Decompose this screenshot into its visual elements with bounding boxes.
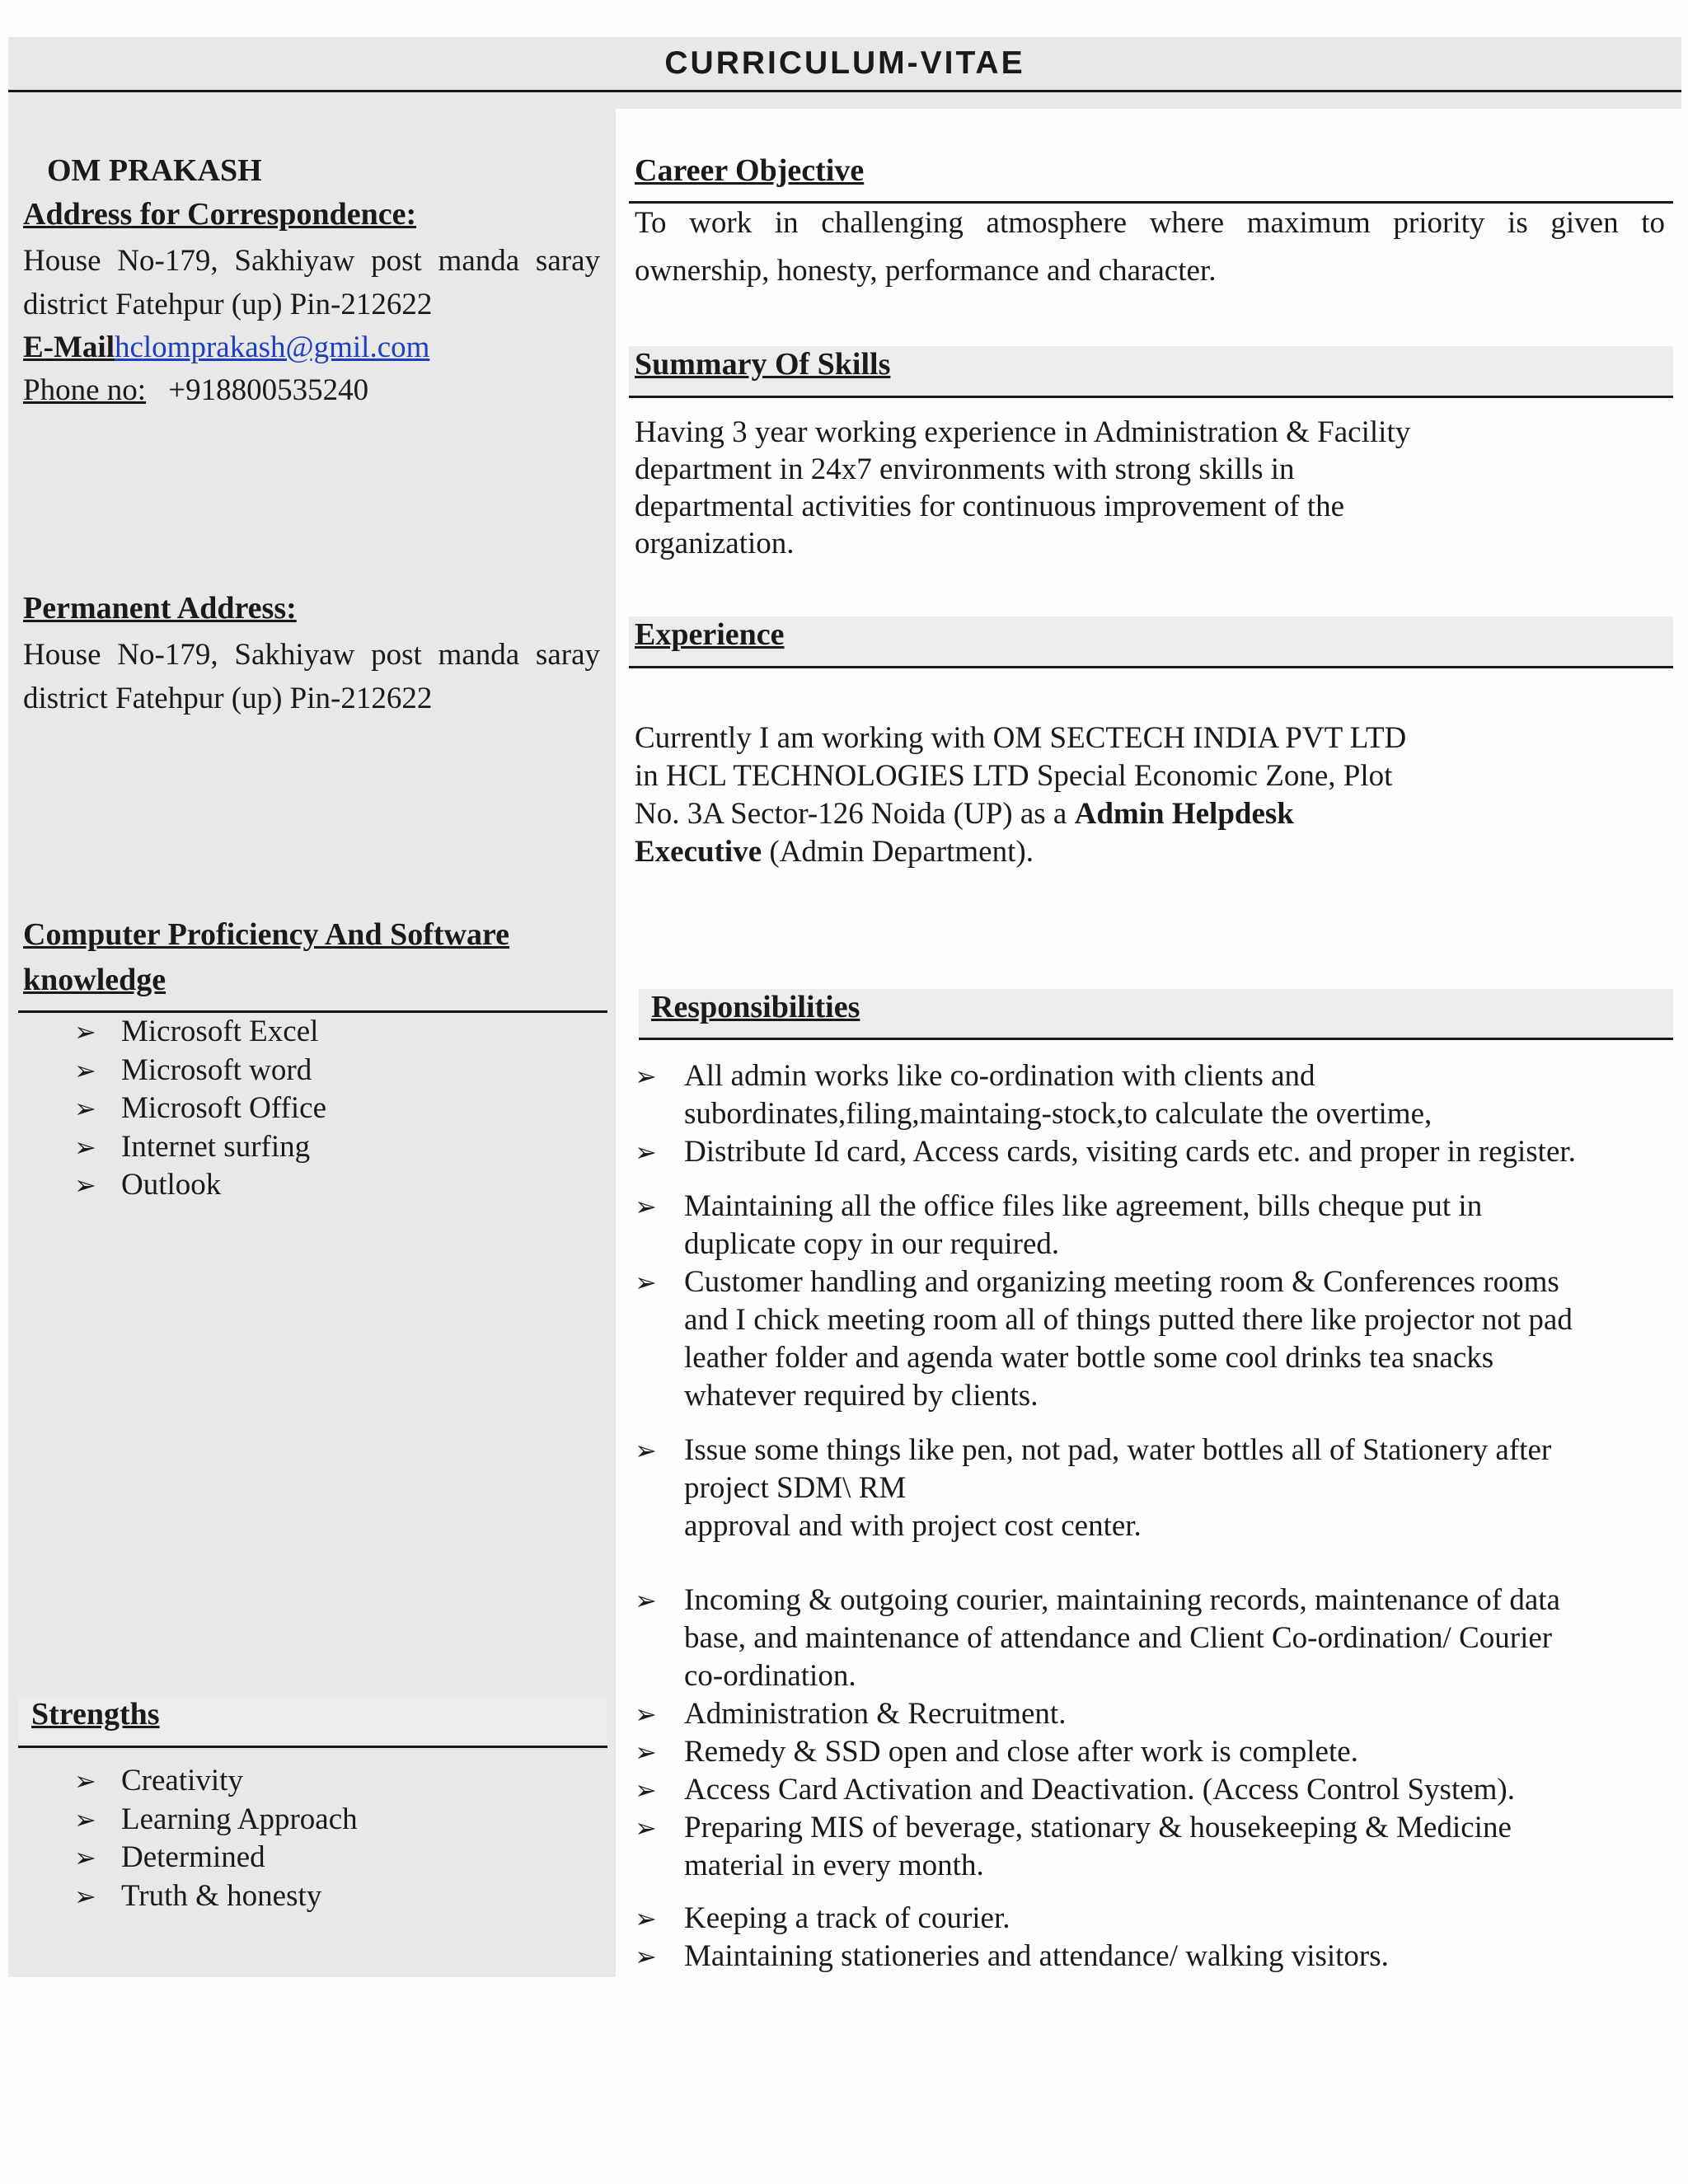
arrow-bullet-icon: ➢ [74, 1765, 96, 1797]
arrow-bullet-icon: ➢ [74, 1803, 96, 1835]
career-objective-text: To work in challenging atmosphere where maximum priority is given to ownership, honesty, performance and character. [635, 206, 1665, 288]
phone-number: +918800535240 [168, 373, 369, 407]
correspondence-heading: Address for Correspondence: [23, 197, 417, 232]
arrow-bullet-icon: ➢ [635, 1585, 657, 1616]
email-label: E-Mail [23, 330, 115, 364]
skills-summary: Having 3 year working experience in Administration & Facility department in 24x7 environments with strong skills in departmental activities for continuous improvement of the organization. [635, 415, 1411, 560]
permanent-line: district Fatehpur (up) Pin-212622 [23, 682, 433, 715]
arrow-bullet-icon: ➢ [635, 1941, 657, 1972]
list-item: ➢ Microsoft Office [74, 1090, 326, 1128]
arrow-bullet-icon: ➢ [635, 1812, 657, 1844]
job-title-cont: Executive [635, 835, 762, 869]
arrow-bullet-icon: ➢ [74, 1093, 96, 1124]
phone-row [23, 368, 368, 412]
correspondence-line: House No-179, Sakhiyaw post manda saray [23, 244, 600, 278]
arrow-bullet-icon: ➢ [635, 1736, 657, 1768]
responsibilities-rule [639, 1038, 1673, 1040]
document-title-bar [8, 37, 1681, 92]
permanent-address-heading: Permanent Address: [23, 591, 297, 626]
experience-band [629, 616, 1673, 666]
responsibilities-list [635, 1057, 1576, 1975]
arrow-bullet-icon: ➢ [74, 1169, 96, 1201]
experience-rule [629, 666, 1673, 668]
computer-proficiency-heading: Computer Proficiency And Software [23, 917, 510, 952]
title-gap [8, 92, 1681, 109]
strengths-rule [18, 1746, 607, 1748]
correspondence-address [23, 239, 600, 326]
list-item: ➢ Distribute Id card, Access cards, visiting cards etc. and proper in register. [635, 1133, 1576, 1171]
arrow-bullet-icon: ➢ [635, 1191, 657, 1222]
candidate-name: OM PRAKASH [47, 153, 262, 188]
arrow-bullet-icon: ➢ [74, 1131, 96, 1163]
experience-text: Currently I am working with OM SECTECH INDIA PVT LTD in HCL TECHNOLOGIES LTD Special Economic Zone, Plot No. 3A Sector-126 Noida (UP) as a Admin Helpdesk Executive (Admin Department). [635, 721, 1407, 869]
permanent-line: House No-179, Sakhiyaw post manda saray [23, 638, 600, 672]
list-item: ➢ Preparing MIS of beverage, stationary & housekeeping & Medicine material in every month. [635, 1811, 1512, 1882]
arrow-bullet-icon: ➢ [74, 1054, 96, 1086]
skills-rule [629, 396, 1673, 398]
arrow-bullet-icon: ➢ [635, 1699, 657, 1730]
phone-label: Phone no: [23, 373, 147, 407]
email-link[interactable]: hclomprakash@gmil.com [114, 330, 430, 364]
list-item: ➢ Access Card Activation and Deactivation. (Access Control System). [635, 1771, 1576, 1809]
list-item: ➢ Truth & honesty [74, 1877, 358, 1916]
list-item: ➢ Learning Approach [74, 1801, 358, 1840]
career-objective-heading: Career Objective [635, 153, 865, 188]
arrow-bullet-icon: ➢ [635, 1774, 657, 1806]
list-item: ➢ All admin works like co-ordination with clients and subordinates,filing,maintaing-stock,to calculate the overtime, [635, 1059, 1432, 1131]
list-item: ➢ Incoming & outgoing courier, maintaining records, maintenance of data base, and maintenance of attendance and Client Co-ordination/ Courier co-ordination. [635, 1583, 1560, 1693]
permanent-address [23, 633, 600, 720]
list-item: ➢ Customer handling and organizing meeting room & Conferences rooms and I chick meeting room all of things putted there like projector not pad leather folder and agenda water bottle some cool drinks tea snacks whatever required by clients. [635, 1265, 1573, 1413]
arrow-bullet-icon: ➢ [635, 1903, 657, 1934]
list-item: ➢ Outlook [74, 1166, 326, 1205]
email-row [23, 326, 429, 369]
list-item: ➢ Administration & Recruitment. [635, 1695, 1576, 1733]
list-item: ➢ Issue some things like pen, not pad, water bottles all of Stationery after project SDM\ RM approval and with project cost center. [635, 1433, 1552, 1543]
arrow-bullet-icon: ➢ [74, 1016, 96, 1047]
document-title: CURRICULUM-VITAE [664, 45, 1025, 81]
arrow-bullet-icon: ➢ [635, 1267, 657, 1298]
experience-heading: Experience [635, 617, 785, 652]
list-item: ➢ Remedy & SSD open and close after work is complete. [635, 1733, 1576, 1771]
list-item: ➢ Internet surfing [74, 1128, 326, 1167]
list-item: ➢ Microsoft Excel [74, 1013, 326, 1052]
summary-of-skills-heading: Summary Of Skills [635, 347, 891, 382]
arrow-bullet-icon: ➢ [74, 1880, 96, 1912]
arrow-bullet-icon: ➢ [635, 1137, 657, 1168]
list-item: ➢ Creativity [74, 1762, 358, 1801]
computer-skills-list [74, 1013, 326, 1205]
correspondence-line: district Fatehpur (up) Pin-212622 [23, 288, 433, 321]
list-item: ➢ Maintaining stationeries and attendance/ walking visitors. [635, 1938, 1576, 1975]
strengths-heading: Strengths [31, 1697, 160, 1732]
list-item: ➢ Maintaining all the office files like agreement, bills cheque put in duplicate copy in our required. [635, 1189, 1483, 1261]
list-item: ➢ Microsoft word [74, 1052, 326, 1090]
list-item: ➢ Keeping a track of courier. [635, 1900, 1576, 1938]
list-item: ➢ Determined [74, 1839, 358, 1877]
arrow-bullet-icon: ➢ [635, 1435, 657, 1466]
arrow-bullet-icon: ➢ [635, 1061, 657, 1092]
responsibilities-heading: Responsibilities [651, 990, 860, 1024]
computer-proficiency-heading-2: knowledge [23, 963, 166, 997]
strengths-list [74, 1762, 358, 1915]
arrow-bullet-icon: ➢ [74, 1842, 96, 1873]
job-title: Admin Helpdesk [1074, 797, 1294, 831]
